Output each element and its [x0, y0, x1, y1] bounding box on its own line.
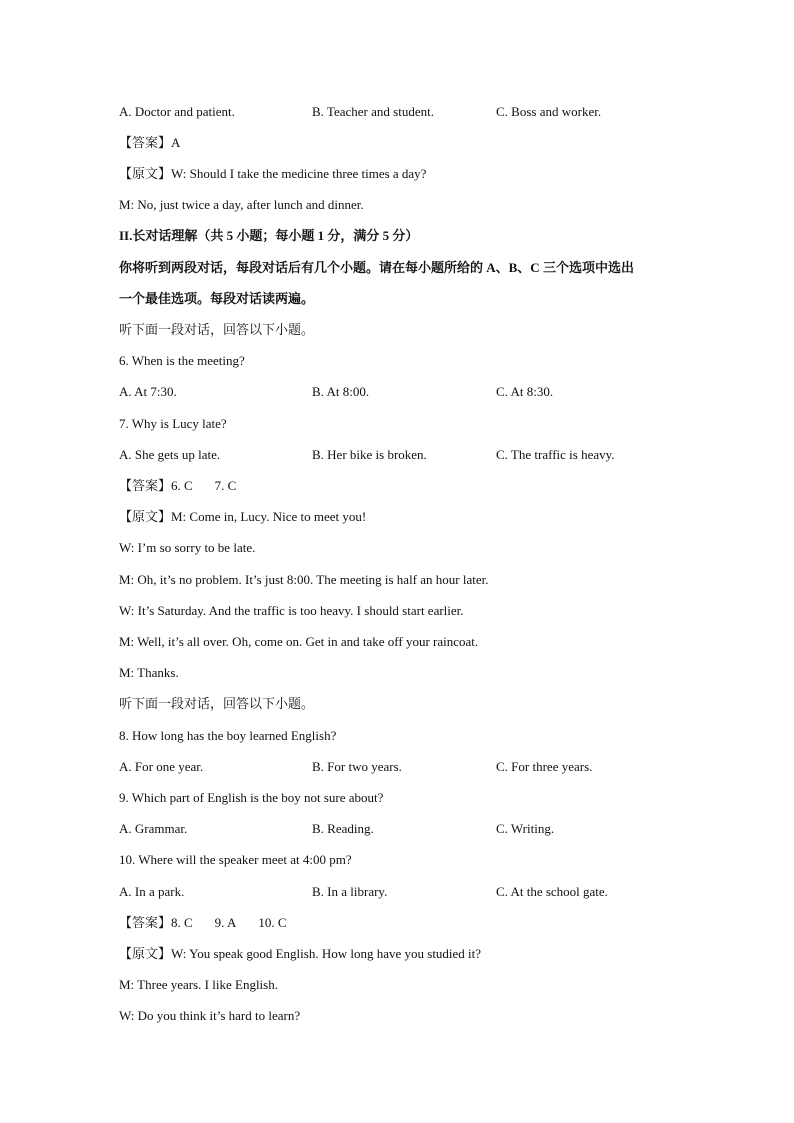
option-a: A. In a park.: [119, 884, 185, 899]
option-c: C. The traffic is heavy.: [496, 447, 615, 462]
option-c: C. At the school gate.: [496, 884, 608, 899]
options-row-q6: [0, 383, 794, 401]
dialogue-line: W: It’s Saturday. And the traffic is too heavy. I should start earlier.: [119, 603, 464, 618]
dialogue-line: W: Do you think it’s hard to learn?: [119, 1008, 301, 1023]
option-b: B. For two years.: [312, 759, 402, 774]
option-b: B. In a library.: [312, 884, 388, 899]
answer-6: 【答案】6. C: [119, 478, 193, 493]
option-c: C. At 8:30.: [496, 384, 554, 399]
section-instruction: 你将听到两段对话，每段对话后有几个小题。请在每小题所给的 A、B、C 三个选项中选出: [119, 260, 634, 275]
option-a: A. At 7:30.: [119, 384, 177, 399]
answer-line: 【答案】A: [119, 135, 181, 150]
transcript-line: 【原文】W: You speak good English. How long have you studied it?: [119, 946, 482, 961]
answer-line: [119, 914, 287, 932]
question-7: 7. Why is Lucy late?: [119, 416, 227, 431]
answer-8: 【答案】8. C: [119, 915, 193, 930]
dialogue-line: W: I’m so sorry to be late.: [119, 540, 256, 555]
question-8: 8. How long has the boy learned English?: [119, 728, 337, 743]
option-a: A. Grammar.: [119, 821, 188, 836]
options-row-q7: [0, 446, 794, 464]
dialogue-line: M: Well, it’s all over. Oh, come on. Get in and take off your raincoat.: [119, 634, 479, 649]
transcript-line: 【原文】M: Come in, Lucy. Nice to meet you!: [119, 509, 367, 524]
option-b: B. At 8:00.: [312, 384, 370, 399]
question-9: 9. Which part of English is the boy not sure about?: [119, 790, 384, 805]
answer-10: 10. C: [258, 915, 287, 930]
dialogue-line: M: No, just twice a day, after lunch and dinner.: [119, 197, 364, 212]
dialogue-line: M: Thanks.: [119, 665, 179, 680]
question-10: 10. Where will the speaker meet at 4:00 pm?: [119, 852, 352, 867]
option-a: A. For one year.: [119, 759, 204, 774]
option-a: A. Doctor and patient.: [119, 104, 235, 119]
option-c: C. For three years.: [496, 759, 593, 774]
option-b: B. Her bike is broken.: [312, 447, 427, 462]
section-instruction: 一个最佳选项。每段对话读两遍。: [119, 291, 315, 306]
answer-9: 9. A: [214, 915, 237, 930]
option-c: C. Boss and worker.: [496, 104, 602, 119]
dialogue-line: M: Three years. I like English.: [119, 977, 278, 992]
options-row-q5: [0, 103, 794, 121]
question-6: 6. When is the meeting?: [119, 353, 245, 368]
options-row-q8: [0, 758, 794, 776]
dialogue-line: M: Oh, it’s no problem. It’s just 8:00. The meeting is half an hour later.: [119, 572, 489, 587]
options-row-q9: [0, 820, 794, 838]
option-b: B. Teacher and student.: [312, 104, 434, 119]
transcript-line: 【原文】W: Should I take the medicine three times a day?: [119, 166, 427, 181]
option-a: A. She gets up late.: [119, 447, 221, 462]
section-title: II.长对话理解（共 5 小题；每小题 1 分，满分 5 分）: [119, 228, 419, 243]
option-b: B. Reading.: [312, 821, 374, 836]
listen-instruction: 听下面一段对话，回答以下小题。: [119, 322, 315, 337]
option-c: C. Writing.: [496, 821, 555, 836]
options-row-q10: [0, 883, 794, 901]
answer-7: 7. C: [214, 478, 237, 493]
listen-instruction: 听下面一段对话，回答以下小题。: [119, 696, 315, 711]
answer-line: [119, 477, 236, 495]
